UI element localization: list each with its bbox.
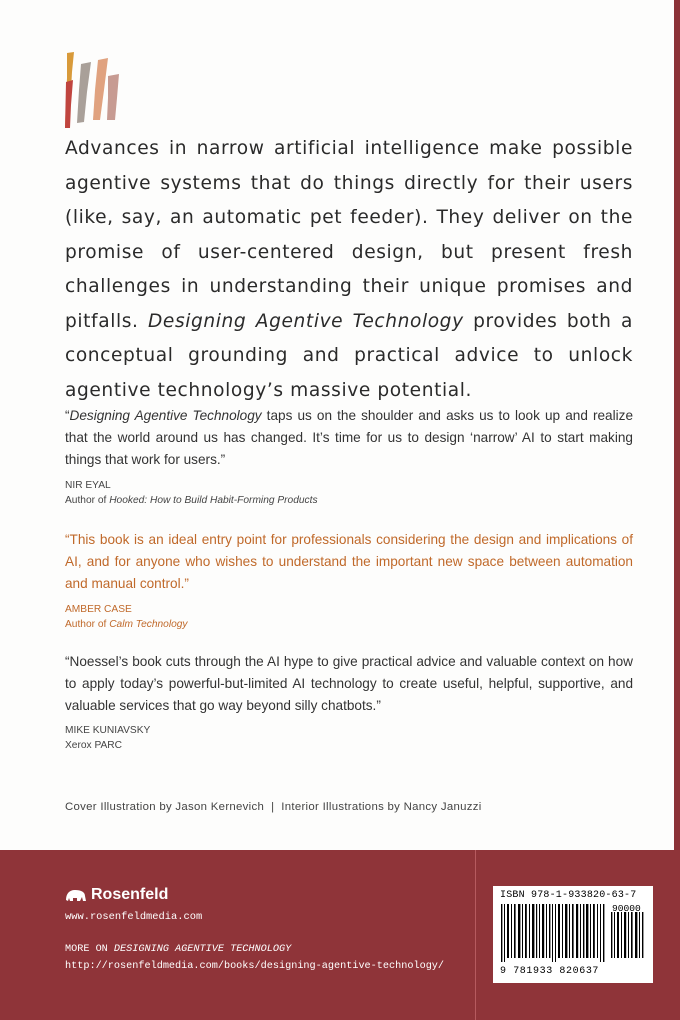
author-role (65, 493, 318, 508)
quote-book-title: Designing Agentive Technology (69, 408, 262, 423)
quote-text: taps us on the shoulder and asks us to look up and realize that the world around us has changed. It’s time for us to design ‘narrow’ AI to start making things that work for users.” (65, 408, 634, 467)
band-divider (475, 850, 476, 1020)
blurb-book-title: Designing Agentive Technology (147, 310, 464, 332)
book-url[interactable]: http://rosenfeldmedia.com/books/designing-agentive-technology/ (65, 961, 445, 972)
elephant-logo-icon (65, 888, 87, 902)
more-prefix: MORE ON (65, 944, 114, 955)
blurb-text-2: provides both a conceptual grounding and practical advice to unlock agentive technology’s massive potential. (65, 310, 633, 401)
isbn-label: ISBN 978-1-933820-63-7 (500, 890, 637, 901)
author-name: NIR EYAL (65, 480, 111, 491)
publisher-website[interactable]: www.rosenfeldmedia.com (65, 911, 203, 923)
testimonial-3-attribution (65, 723, 150, 753)
more-info (65, 941, 444, 975)
testimonial-1-attribution (65, 478, 318, 508)
illustration-credits: Cover Illustration by Jason Kernevich | Interior Illustrations by Nancy Januzzi (65, 801, 482, 813)
more-title: DESIGNING AGENTIVE TECHNOLOGY (113, 944, 292, 955)
author-name: AMBER CASE (65, 604, 132, 615)
barcode-digits: 9 781933 820637 (500, 966, 600, 977)
author-role: Xerox PARC (65, 740, 122, 751)
blurb-text-1: Advances in narrow artificial intelligence make possible agentive systems that do things directly for their users (like, say, an automatic pet feeder). They deliver on the promise of user-centered design, but present fresh challenges in understanding their unique promises and pitfalls. (65, 138, 633, 332)
role-prefix: Author of (65, 495, 110, 506)
more-heading (65, 941, 444, 958)
price-code: 90000 (612, 903, 641, 914)
spine-edge (674, 0, 680, 850)
publisher-logo (65, 886, 168, 904)
brushstroke-logo-icon (64, 50, 124, 130)
role-title: Calm Technology (109, 619, 188, 630)
book-description (65, 132, 633, 408)
author-name: MIKE KUNIAVSKY (65, 725, 151, 736)
author-role (65, 617, 188, 632)
role-prefix: Author of (65, 619, 110, 630)
testimonial-1 (65, 405, 633, 471)
publisher-name: Rosenfeld (91, 886, 169, 903)
quote-open-mark: “ (65, 408, 70, 423)
testimonial-3: “Noessel’s book cuts through the AI hype to give practical advice and valuable context on how to apply today’s powerful-but-limited AI technology to create useful, helpful, supportive, and valuable services that go way beyond silly chatbots.” (65, 654, 633, 713)
testimonial-2: “This book is an ideal entry point for professionals considering the design and implications of AI, and for anyone who wishes to understand the important new space between automation and manual control.” (65, 532, 633, 591)
testimonial-2-attribution (65, 602, 188, 632)
role-title: Hooked: How to Build Habit-Forming Products (109, 495, 318, 506)
